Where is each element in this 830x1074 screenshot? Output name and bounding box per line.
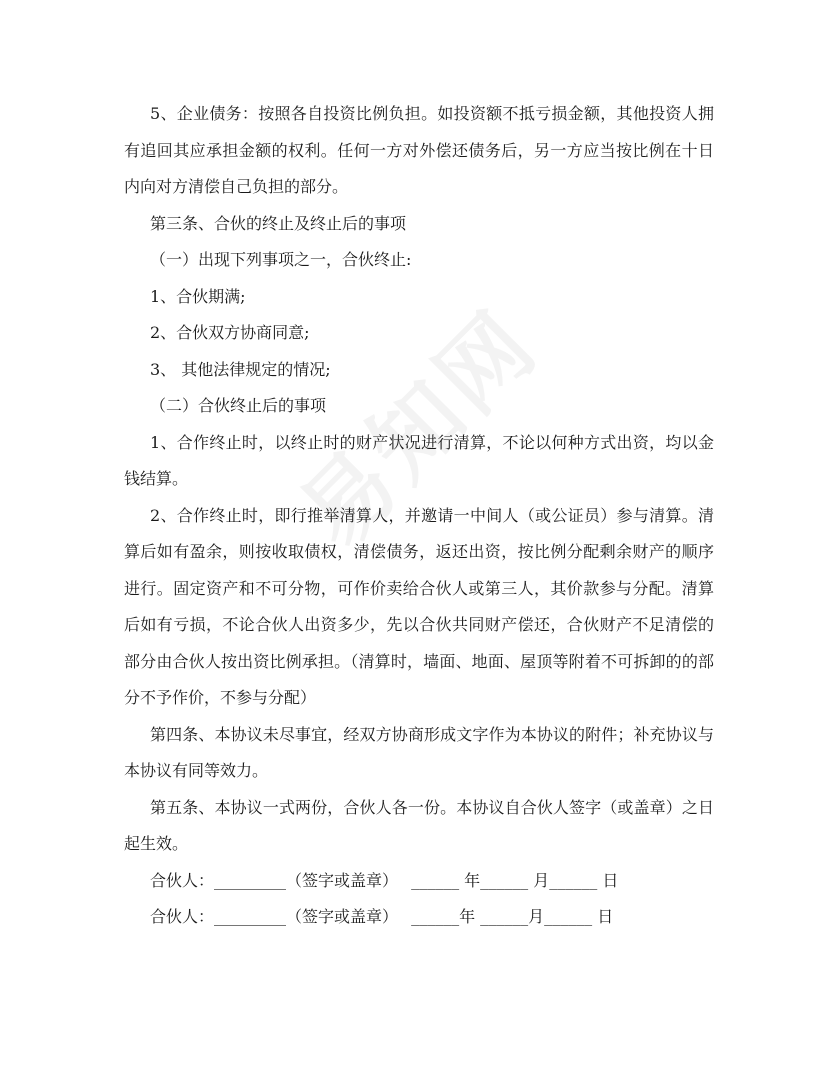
- article-4: 第四条、本协议未尽事宜，经双方协商形成文字作为本协议的附件；补充协议与本协议有同等效力。: [124, 724, 714, 780]
- paragraph-debt: 5、企业债务：按照各自投资比例负担。如投资额不抵亏损金额，其他投资人拥有追回其应承担金额的权利。任何一方对外偿还债务后，另一方应当按比例在十日内向对方清偿自己负担的部分。: [124, 104, 714, 196]
- list-item: 1、合伙期满;: [150, 286, 246, 306]
- signature-line: 合伙人：_________（签字或盖章） ______年 ______月______ 日: [150, 907, 614, 926]
- signature-line: 合伙人：_________（签字或盖章） ______ 年______ 月______ 日: [150, 870, 619, 890]
- list-item: 3、 其他法律规定的情况;: [150, 359, 331, 379]
- article-5: 第五条、本协议一式两份，合伙人各一份。本协议自合伙人签字（或盖章）之日起生效。: [124, 797, 714, 853]
- section-1-heading: （一）出现下列事项之一，合伙终止:: [150, 250, 412, 269]
- paragraph-settlement-1: 1、合作终止时，以终止时的财产状况进行清算，不论以何种方式出资，均以金钱结算。: [124, 432, 714, 488]
- section-2-heading: （二）合伙终止后的事项: [150, 396, 327, 415]
- paragraph-settlement-2: 2、合作终止时，即行推举清算人，并邀请一中间人（或公证员）参与清算。清算后如有盈余，则按收取债权，清偿债务，返还出资，按比例分配剩余财产的顺序进行。固定资产和不可分物，可作价卖给合伙人或第三人，其价款参与分配。清算后如有亏损，不论合伙人出资多少，先以合伙共同财产偿还，合伙财产不足清偿的部分由合伙人按出资比例承担。（清算时，墙面、地面、屋顶等附着不可拆卸的的部分不予作价，不参与分配）: [124, 505, 714, 707]
- article-3-heading: 第三条、合伙的终止及终止后的事项: [150, 213, 407, 233]
- list-item: 2、合伙双方协商同意;: [150, 323, 310, 342]
- document-body: [124, 96, 714, 936]
